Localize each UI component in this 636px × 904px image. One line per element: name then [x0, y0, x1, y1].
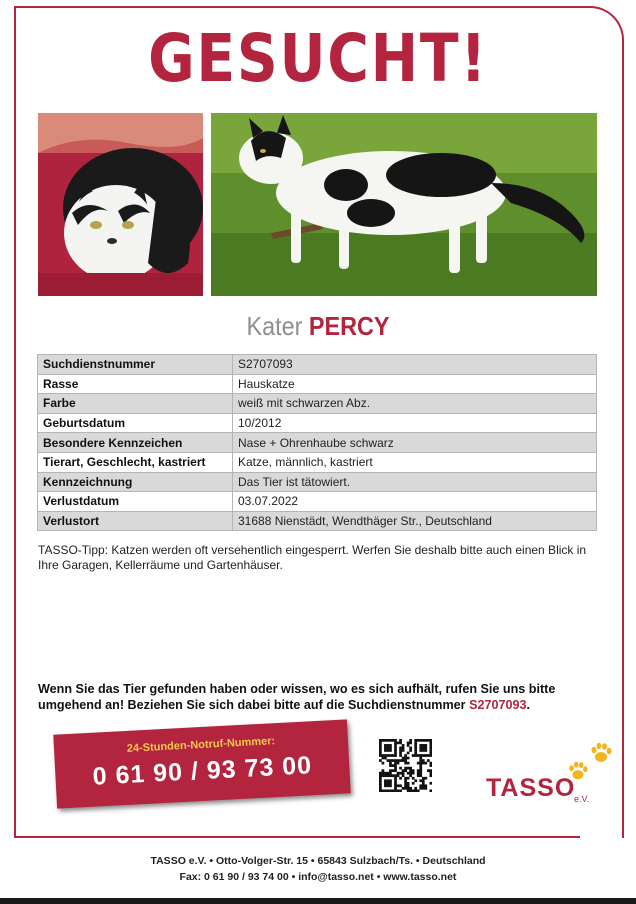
tasso-tip: TASSO-Tipp: Katzen werden oft versehentlich eingesperrt. Werfen Sie deshalb bitte auch einen Blick in Ihre Garagen, Kellerräume und Gartenhäuser.: [38, 543, 587, 572]
detail-value: S2707093: [233, 355, 597, 375]
detail-key: Rasse: [38, 374, 233, 394]
footer-contact: Fax: 0 61 90 / 93 74 00 • info@tasso.net • www.tasso.net: [179, 871, 457, 883]
detail-key: Geburtsdatum: [38, 413, 233, 433]
detail-key: Farbe: [38, 394, 233, 414]
table-row: [38, 511, 597, 531]
qr-code[interactable]: [379, 739, 432, 792]
paw-print-icon: [589, 741, 613, 765]
tasso-logo-suffix: e.V.: [574, 794, 590, 804]
table-row: [38, 374, 597, 394]
cat-photo-lying: [38, 113, 203, 296]
detail-value: weiß mit schwarzen Abz.: [233, 394, 597, 414]
table-row: [38, 433, 597, 453]
detail-key: Kennzeichnung: [38, 472, 233, 492]
detail-value: 10/2012: [233, 413, 597, 433]
detail-value: Hauskatze: [233, 374, 597, 394]
bottom-bar: [0, 898, 636, 904]
animal-name: [32, 311, 604, 342]
hotline-number[interactable]: 0 61 90 / 93 73 00: [92, 751, 313, 791]
hotline-banner: [53, 719, 350, 808]
appeal-body: Wenn Sie das Tier gefunden haben oder wissen, wo es sich aufhält, rufen Sie uns bitte umgehend an! Beziehen Sie sich dabei bitte auf die Suchdienstnummer: [38, 682, 556, 712]
footer: [0, 853, 636, 885]
detail-key: Verlustdatum: [38, 492, 233, 512]
detail-value: 03.07.2022: [233, 492, 597, 512]
animal-name-label: PERCY: [308, 311, 390, 341]
animal-type-label: Kater: [246, 311, 303, 341]
appeal-search-number: S2707093: [469, 698, 527, 712]
table-row: [38, 394, 597, 414]
hotline-label: 24-Stunden-Notruf-Nummer:: [126, 735, 276, 755]
table-row: [38, 355, 597, 375]
table-row: [38, 413, 597, 433]
detail-key: Suchdienstnummer: [38, 355, 233, 375]
headline: GESUCHT!: [148, 20, 488, 97]
detail-value: Katze, männlich, kastriert: [233, 452, 597, 472]
frame-bottom-border: [14, 836, 580, 838]
tasso-logo: TASSO: [486, 774, 576, 802]
table-row: [38, 472, 597, 492]
detail-key: Verlustort: [38, 511, 233, 531]
qr-code-graphic: [379, 739, 432, 792]
table-row: [38, 492, 597, 512]
details-table: [37, 354, 597, 531]
appeal-text: [38, 681, 598, 713]
detail-value: 31688 Nienstädt, Wendthäger Str., Deutschland: [233, 511, 597, 531]
table-row: [38, 452, 597, 472]
appeal-period: .: [526, 698, 531, 712]
footer-address: TASSO e.V. • Otto-Volger-Str. 15 • 65843 Sulzbach/Ts. • Deutschland: [150, 855, 486, 867]
detail-value: Nase + Ohrenhaube schwarz: [233, 433, 597, 453]
detail-key: Tierart, Geschlecht, kastriert: [38, 452, 233, 472]
cat-photo-walking: [211, 113, 597, 296]
detail-value: Das Tier ist tätowiert.: [233, 472, 597, 492]
detail-key: Besondere Kennzeichen: [38, 433, 233, 453]
